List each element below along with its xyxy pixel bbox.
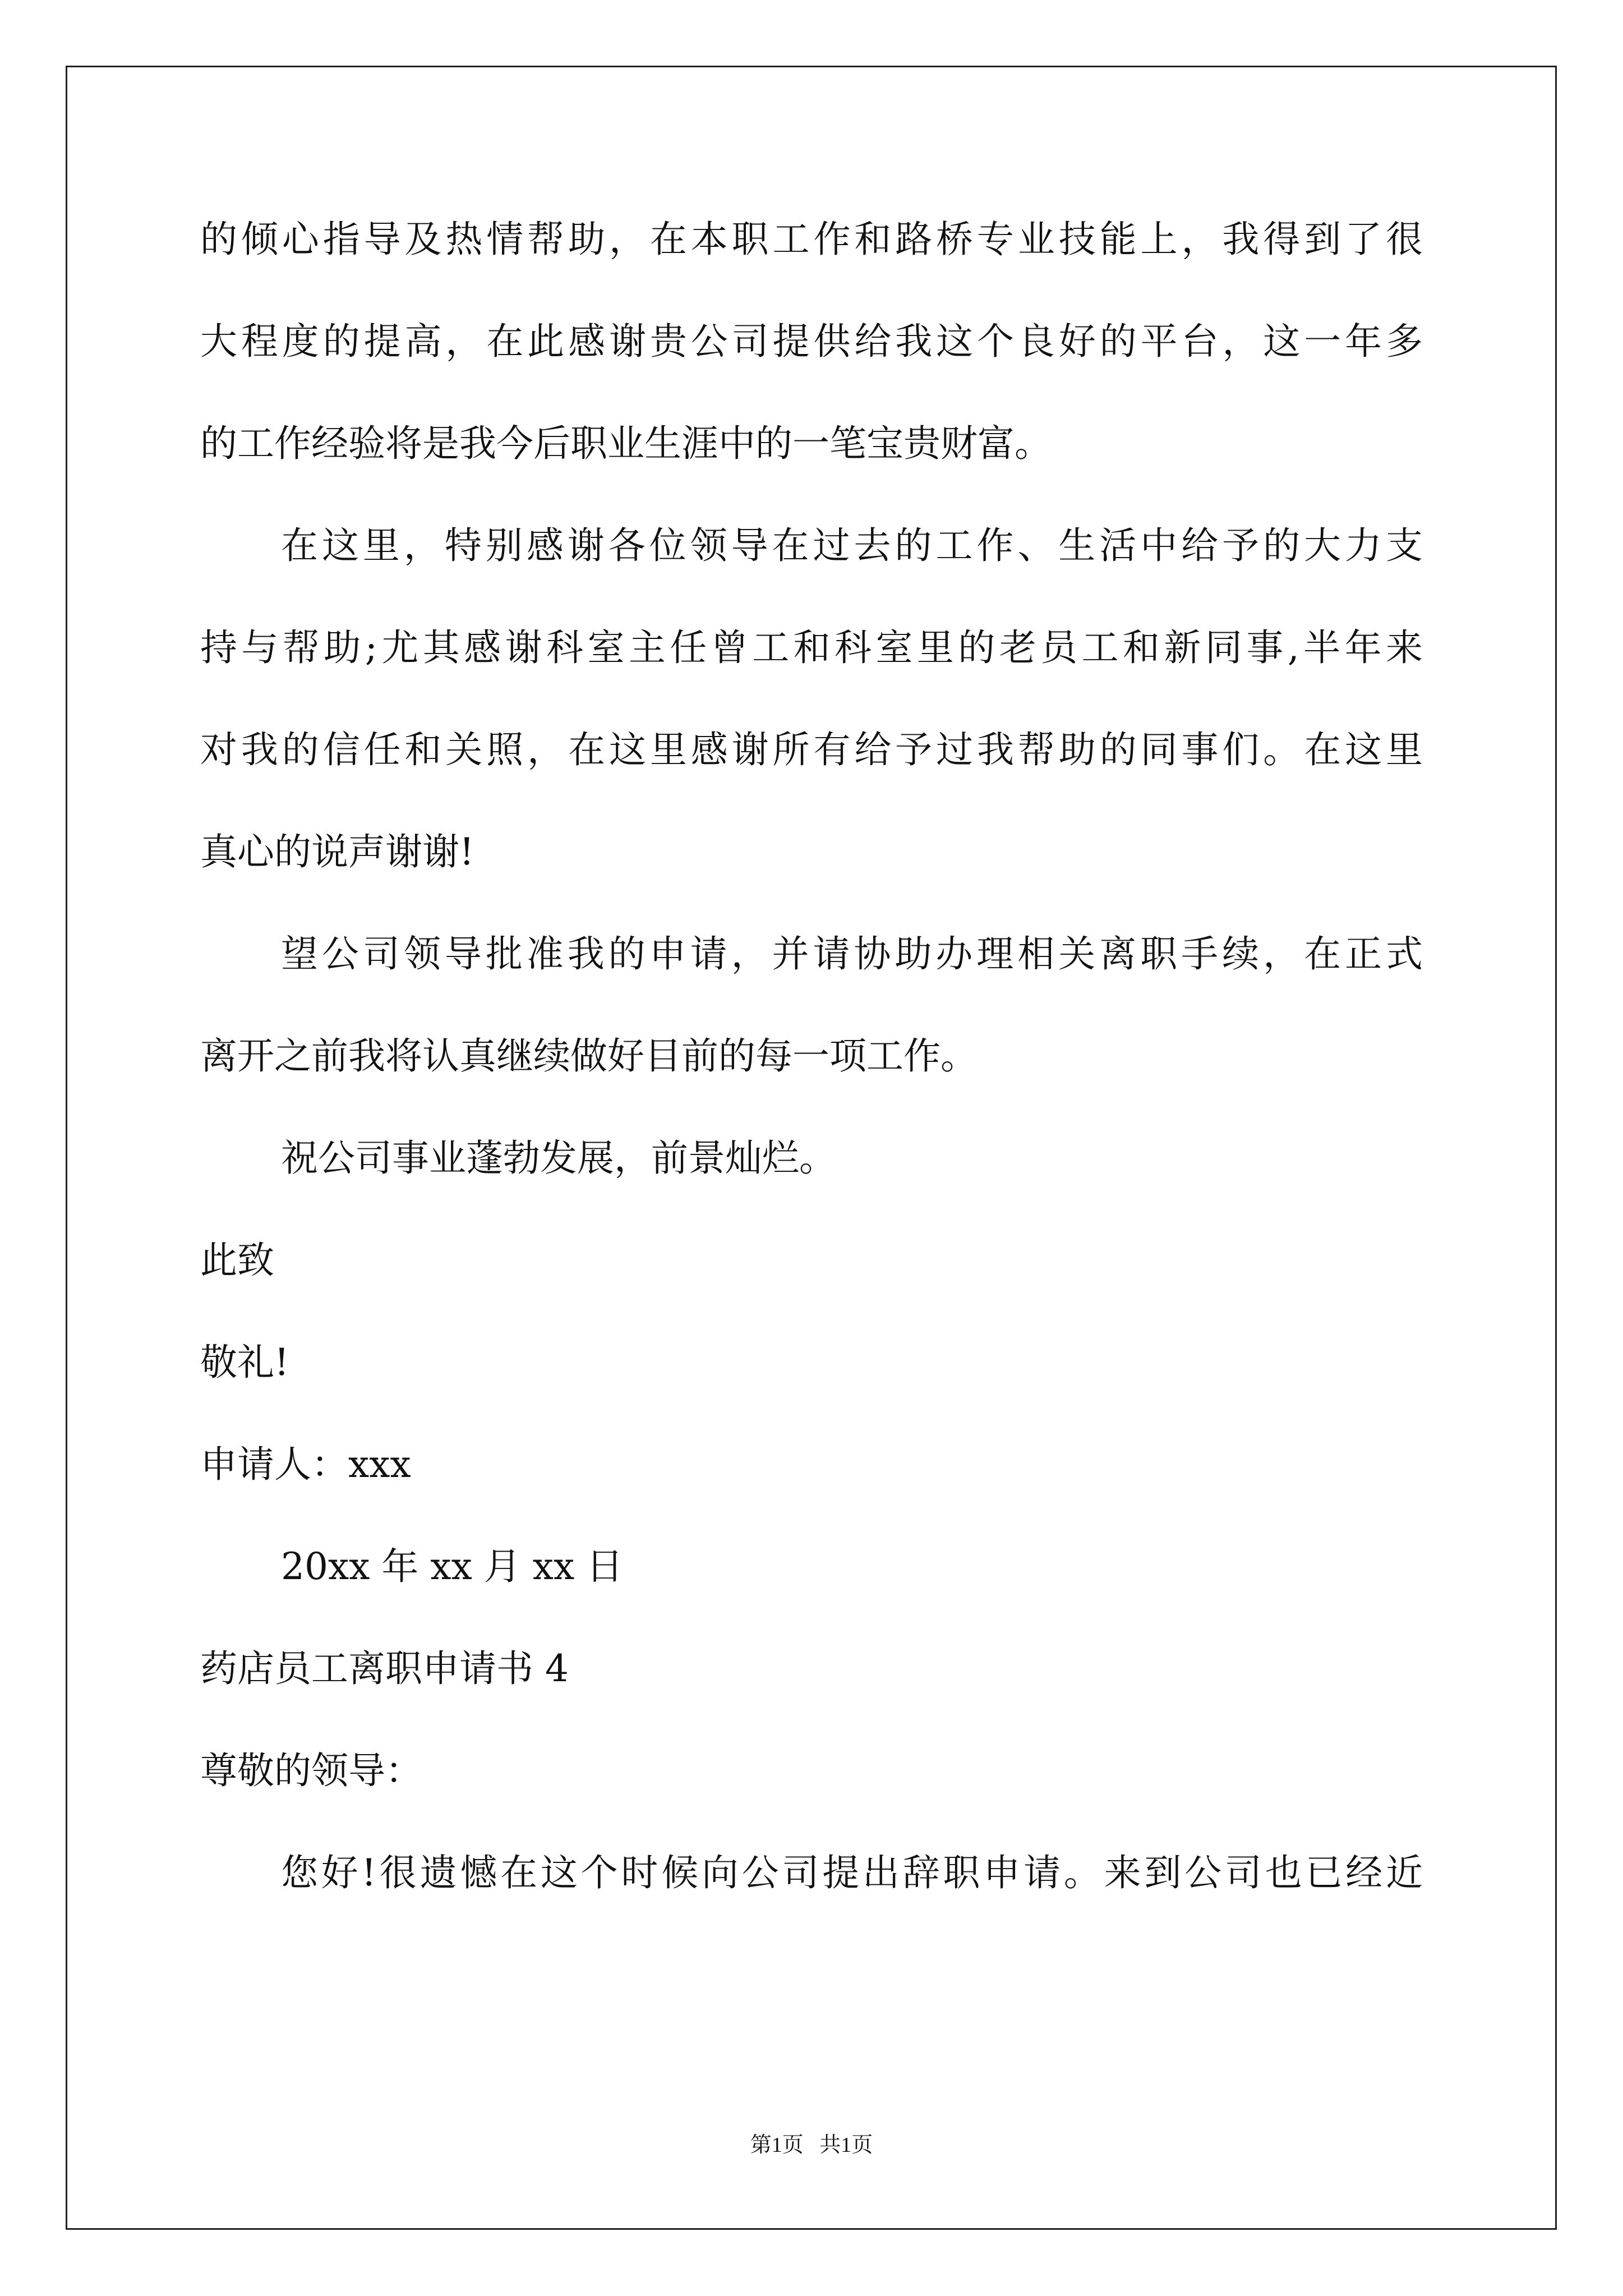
greeting-line: 尊敬的领导： (200, 1749, 422, 1792)
page-number: 第1页 共1页 (750, 2133, 873, 2157)
paragraph-line: 祝公司事业蓬勃发展，前景灿烂。 (281, 1137, 836, 1180)
paragraph-line: 您好!很遗憾在这个时候向公司提出辞职申请。来到公司也已经近 (281, 1851, 1423, 1894)
paragraph-line: 在这里，特别感谢各位领导在过去的工作、生活中给予的大力支 (281, 524, 1423, 567)
document-body (200, 213, 1423, 1899)
closing-salutation: 此致 (200, 1239, 274, 1282)
applicant-line: 申请人：xxx (200, 1443, 411, 1486)
paragraph-line: 望公司领导批准我的申请，并请协助办理相关离职手续，在正式 (281, 932, 1423, 976)
paragraph-line: 对我的信任和关照，在这里感谢所有给予过我帮助的同事们。在这里 (200, 728, 1423, 771)
paragraph-line: 持与帮助;尤其感谢科室主任曾工和科室里的老员工和新同事,半年来 (200, 626, 1423, 669)
paragraph-line: 离开之前我将认真继续做好目前的每一项工作。 (200, 1034, 978, 1078)
section-title: 药店员工离职申请书 4 (200, 1647, 569, 1690)
page-footer (0, 2132, 1623, 2159)
paragraph-line: 真心的说声谢谢! (200, 830, 474, 873)
paragraph-line: 的工作经验将是我今后职业生涯中的一笔宝贵财富。 (200, 422, 1052, 465)
date-line: 20xx 年 xx 月 xx 日 (281, 1545, 624, 1588)
closing-respect: 敬礼! (200, 1341, 289, 1384)
paragraph-line: 的倾心指导及热情帮助，在本职工作和路桥专业技能上，我得到了很 (200, 218, 1423, 261)
paragraph-line: 大程度的提高，在此感谢贵公司提供给我这个良好的平台，这一年多 (200, 320, 1423, 363)
